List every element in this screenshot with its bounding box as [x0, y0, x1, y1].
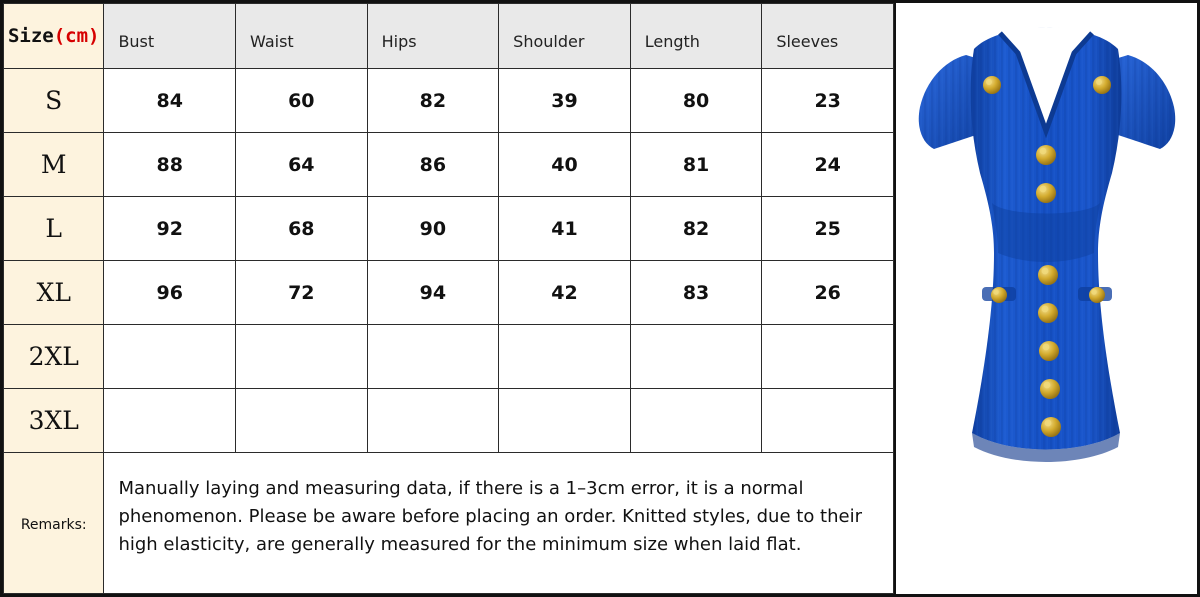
header-bust: [104, 4, 236, 69]
cell-waist: 64: [236, 133, 368, 197]
cell-length: [630, 325, 762, 389]
cell-bust: 92: [104, 197, 236, 261]
cell-sleeves: 25: [762, 197, 894, 261]
product-image-area: [896, 3, 1197, 594]
row-size-label: XL: [4, 261, 104, 325]
table-row: [4, 325, 894, 389]
cell-shoulder: 40: [499, 133, 631, 197]
cell-sleeves: 23: [762, 69, 894, 133]
header-bust-label: Bust: [118, 31, 155, 51]
header-sleeves-label: Sleeves: [776, 31, 839, 51]
cell-waist: 72: [236, 261, 368, 325]
table-row: [4, 261, 894, 325]
cell-hips: 82: [367, 69, 499, 133]
cell-sleeves: [762, 325, 894, 389]
header-shoulder: [499, 4, 631, 69]
header-size-unit: (cm): [53, 25, 100, 47]
page-layout: [3, 3, 1197, 594]
cell-shoulder: 39: [499, 69, 631, 133]
cell-length: 82: [630, 197, 762, 261]
cell-hips: [367, 325, 499, 389]
cell-length: [630, 389, 762, 453]
cell-shoulder: [499, 389, 631, 453]
remarks-text: Manually laying and measuring data, if there is a 1–3cm error, it is a normal phenomenon. Please be aware before placing an order. Knitted styles, due to their high elasticity, are generally measured for the minimum size when laid flat.: [118, 478, 862, 555]
cell-hips: 94: [367, 261, 499, 325]
cell-waist: [236, 325, 368, 389]
cell-bust: [104, 325, 236, 389]
remarks-row: [4, 453, 894, 594]
cell-bust: [104, 389, 236, 453]
table-row: [4, 69, 894, 133]
cell-shoulder: 42: [499, 261, 631, 325]
cell-hips: [367, 389, 499, 453]
cell-length: 81: [630, 133, 762, 197]
cell-length: 83: [630, 261, 762, 325]
table-row: [4, 133, 894, 197]
cell-bust: 88: [104, 133, 236, 197]
cell-waist: [236, 389, 368, 453]
header-length-label: Length: [644, 31, 700, 51]
size-table-area: [3, 3, 896, 594]
cell-sleeves: [762, 389, 894, 453]
header-length: [630, 4, 762, 69]
table-header-row: [4, 4, 894, 69]
size-table: [3, 3, 894, 594]
row-size-label: L: [4, 197, 104, 261]
row-size-label: M: [4, 133, 104, 197]
header-waist: [236, 4, 368, 69]
row-size-label: 2XL: [4, 325, 104, 389]
cell-length: 80: [630, 69, 762, 133]
header-hips: [367, 4, 499, 69]
cell-hips: 90: [367, 197, 499, 261]
cell-waist: 60: [236, 69, 368, 133]
cell-bust: 84: [104, 69, 236, 133]
cell-shoulder: [499, 325, 631, 389]
dress-illustration: [896, 3, 1197, 594]
remarks-label-cell: [4, 453, 104, 594]
cell-sleeves: 24: [762, 133, 894, 197]
header-size-label: Size: [7, 25, 54, 47]
row-size-label: S: [4, 69, 104, 133]
remarks-text-cell: [104, 453, 894, 594]
remarks-label: Remarks:: [20, 516, 87, 533]
header-waist-label: Waist: [250, 31, 294, 51]
header-sleeves: [762, 4, 894, 69]
row-size-label: 3XL: [4, 389, 104, 453]
header-shoulder-label: Shoulder: [513, 31, 585, 51]
table-row: [4, 197, 894, 261]
cell-hips: 86: [367, 133, 499, 197]
cell-bust: 96: [104, 261, 236, 325]
header-hips-label: Hips: [381, 31, 417, 51]
table-row: [4, 389, 894, 453]
cell-shoulder: 41: [499, 197, 631, 261]
cell-sleeves: 26: [762, 261, 894, 325]
blue-dress-graphic: [896, 3, 1196, 594]
cell-waist: 68: [236, 197, 368, 261]
header-size-cell: [4, 4, 104, 69]
